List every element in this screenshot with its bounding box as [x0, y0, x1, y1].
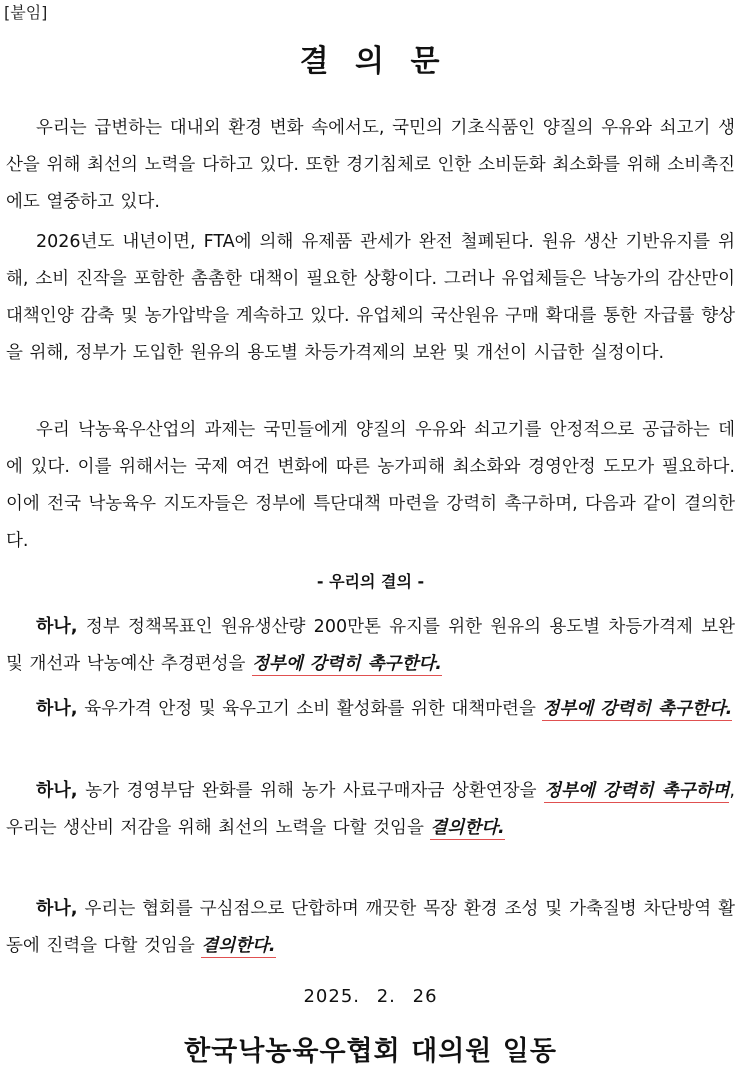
resolution-tail: , 우리는 생산비 저감을 위해 최선의 노력을 다할 것임을	[6, 781, 735, 838]
resolution-emphasis-2: 결의한다.	[430, 818, 505, 838]
paragraph-background: 2026년도 내년이면, FTA에 의해 유제품 관세가 완전 철폐된다. 원유 생산 기반유지를 위해, 소비 진작을 포함한 촘촘한 대책이 필요한 상황이다. 그러나 유업체들은 낙농가의 감산만이 대책인양 감축 및 농가압박을 계속하고 있다. 유업체의 국산원유 구매 확대를 통한 자급률 향상을 위해, 정부가 도입한 원유의 용도별 차등가격제의 보완 및 개선이 시급한 실정이다.	[6, 232, 735, 363]
signature: 한국낙농육우협회 대의원 일동	[184, 1036, 557, 1067]
resolution-text: 정부 정책목표인 원유생산량 200만톤 유지를 위한 원유의 용도별 차등가격제 보완 및 개선과 낙농예산 추경편성을	[6, 617, 735, 674]
resolution-heading: - 우리의 결의 -	[316, 572, 425, 591]
resolution-emphasis: 정부에 강력히 촉구하며	[544, 781, 730, 801]
resolution-emphasis: 정부에 강력히 촉구한다.	[542, 699, 733, 719]
resolution-item	[6, 772, 735, 847]
resolution-text: 육우가격 안정 및 육우고기 소비 활성화를 위한 대책마련을	[77, 699, 543, 719]
document-date: 2025. 2. 26	[303, 986, 438, 1007]
resolution-text: 농가 경영부담 완화를 위해 농가 사료구매자금 상환연장을	[77, 781, 545, 801]
title-char: 의	[355, 44, 386, 79]
resolution-text: 우리는 협회를 구심점으로 단합하며 깨끗한 목장 환경 조성 및 가축질병 차단방역 활동에 진력을 다할 것임을	[6, 899, 735, 956]
resolution-lead: 하나,	[36, 780, 78, 801]
attachment-label: [붙임]	[4, 3, 48, 22]
paragraph-task: 우리 낙농육우산업의 과제는 국민들에게 양질의 우유와 쇠고기를 안정적으로 공급하는 데에 있다. 이를 위해서는 국제 여건 변화에 따른 농가피해 최소화와 경영안정 도모가 필요하다. 이에 전국 낙농육우 지도자들은 정부에 특단대책 마련을 강력히 촉구하며, 다음과 같이 결의한다.	[6, 420, 735, 551]
resolution-lead: 하나,	[36, 698, 78, 719]
resolution-item	[6, 690, 735, 728]
resolution-lead: 하나,	[36, 616, 78, 637]
paragraph-intro: 우리는 급변하는 대내외 환경 변화 속에서도, 국민의 기초식품인 양질의 우유와 쇠고기 생산을 위해 최선의 노력을 다하고 있다. 또한 경기침체로 인한 소비둔화 최소화를 위해 소비촉진에도 열중하고 있다.	[6, 118, 735, 212]
resolution-emphasis: 정부에 강력히 촉구한다.	[252, 654, 442, 674]
title-char: 결	[299, 44, 331, 79]
resolution-emphasis: 결의한다.	[201, 936, 276, 956]
resolution-item	[6, 890, 735, 965]
title-char: 문	[410, 44, 442, 79]
resolution-lead: 하나,	[36, 898, 78, 919]
resolution-item	[6, 608, 735, 683]
document-title	[0, 42, 741, 82]
